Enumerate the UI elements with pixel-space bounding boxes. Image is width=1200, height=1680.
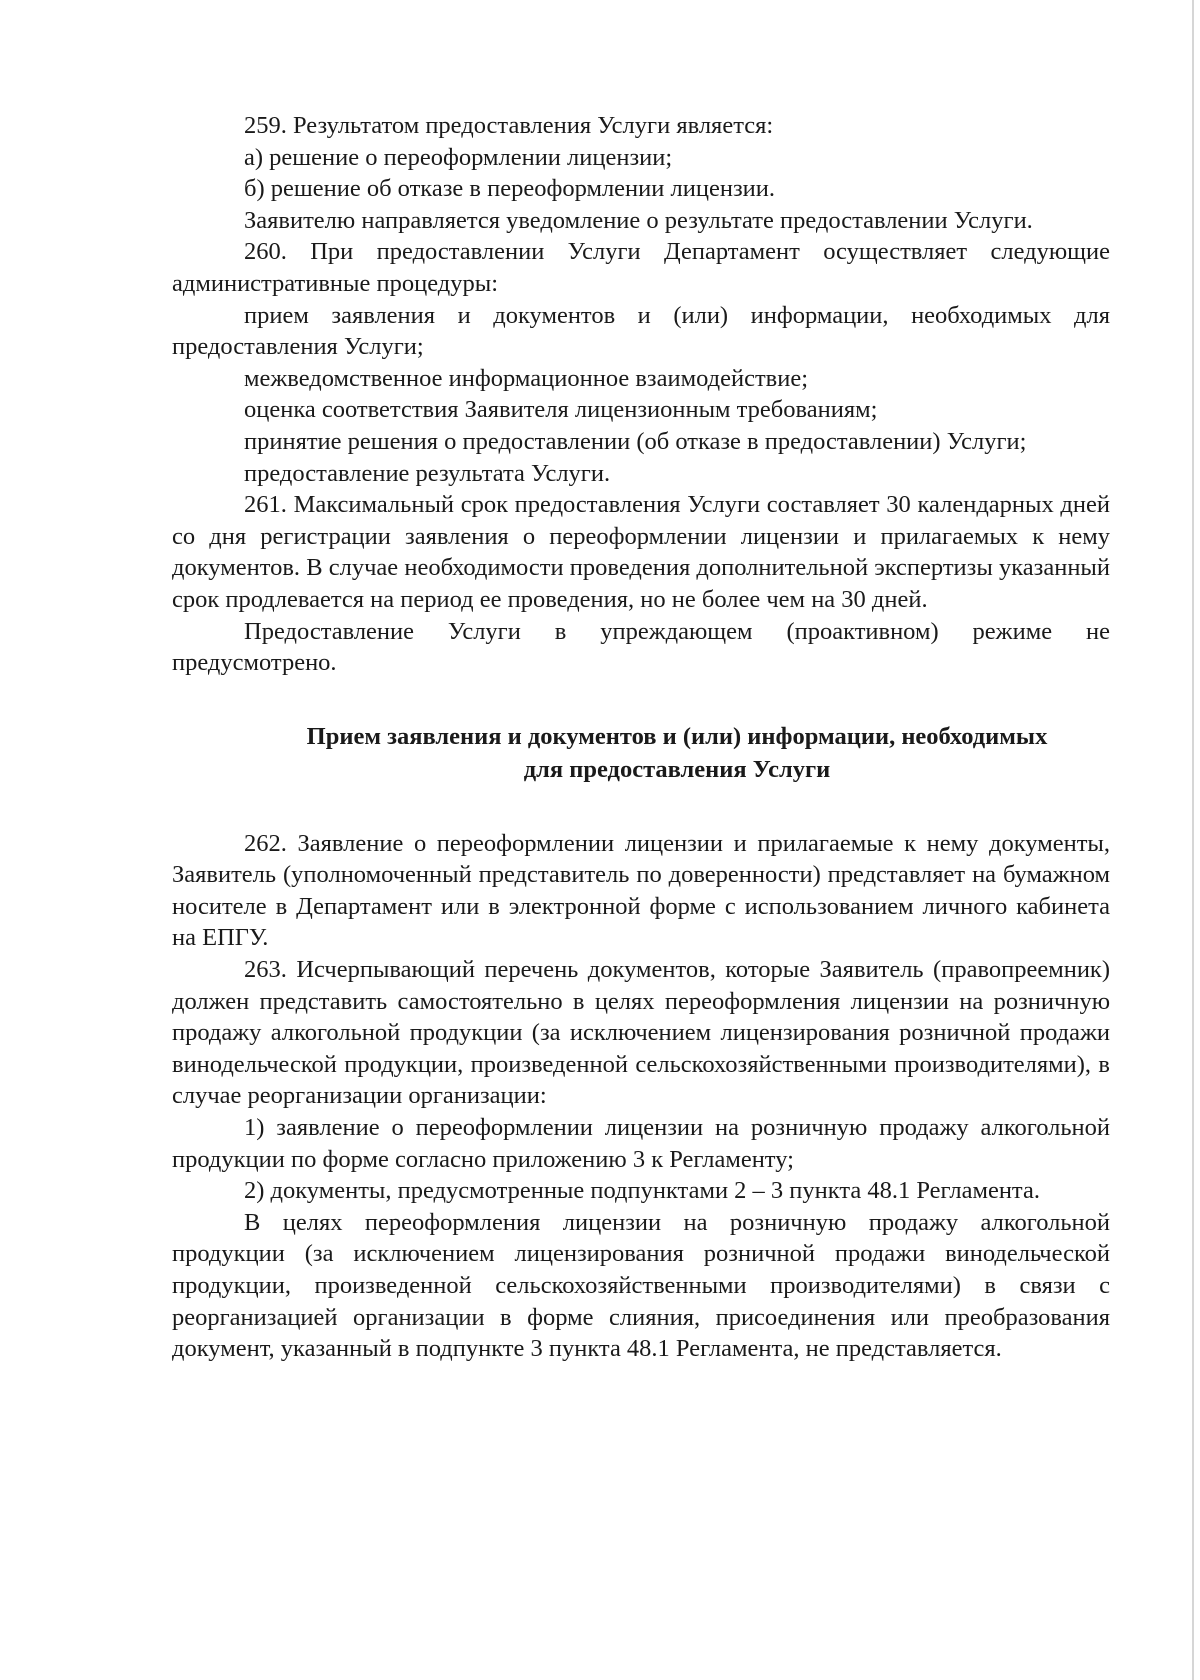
paragraph-notification: Заявителю направляется уведомление о результате предоставлении Услуги.: [244, 206, 1033, 234]
paragraph-263: 263. Исчерпывающий перечень документов, которые Заявитель (правопреемник) должен представить самостоятельно в целях переоформления лицензии на розничную продажу алкогольной продукции (за исключением лицензирования розничной продажи винодельческой продукции, произведенной сельскохозяйственными производителями), в случае реорганизации организации:: [172, 956, 1110, 1110]
procedure-item-interaction: межведомственное информационное взаимодействие;: [244, 364, 809, 392]
section-heading-line-2: для предоставления Услуги: [523, 755, 831, 783]
paragraph-259: 259. Результатом предоставления Услуги является:: [244, 112, 774, 139]
scan-edge-line: [1192, 0, 1194, 1680]
section-heading: [172, 720, 1110, 786]
paragraph-263-item-1: 1) заявление о переоформлении лицензии на розничную продажу алкогольной продукции по форме согласно приложению 3 к Регламенту;: [172, 1114, 1110, 1173]
paragraph-259-b: б) решение об отказе в переоформлении лицензии.: [244, 175, 775, 203]
procedure-item-decision: принятие решения о предоставлении (об отказе в предоставлении) Услуги;: [244, 427, 1027, 455]
section-heading-line-1: Прием заявления и документов и (или) информации, необходимых: [306, 722, 1048, 750]
paragraph-259-a: а) решение о переоформлении лицензии;: [244, 143, 673, 171]
paragraph-reorganization: В целях переоформления лицензии на розничную продажу алкогольной продукции (за исключением лицензирования розничной продажи винодельческой продукции, произведенной сельскохозяйственными производителями) в связи с реорганизацией организации в форме слияния, присоединения или преобразования документ, указанный в подпункте 3 пункта 48.1 Регламента, не представляется.: [172, 1208, 1110, 1363]
procedure-item-result: предоставление результата Услуги.: [244, 459, 611, 487]
procedure-item-reception: прием заявления и документов и (или) информации, необходимых для предоставления Услуги;: [172, 301, 1110, 361]
paragraph-263-item-2: 2) документы, предусмотренные подпунктами 2 – 3 пункта 48.1 Регламента.: [244, 1177, 1040, 1205]
document-body: [172, 110, 1110, 1365]
paragraph-proactive: Предоставление Услуги в упреждающем (проактивном) режиме не предусмотрено.: [172, 617, 1110, 677]
paragraph-262: 262. Заявление о переоформлении лицензии и прилагаемые к нему документы, Заявитель (уполномоченный представитель по доверенности) представляет на бумажном носителе в Департамент или в электронной форме с использованием личного кабинета на ЕПГУ.: [172, 829, 1110, 952]
paragraph-261: 261. Максимальный срок предоставления Услуги составляет 30 календарных дней со дня регистрации заявления о переоформлении лицензии и прилагаемых к нему документов. В случае необходимости проведения дополнительной экспертизы указанный срок продлевается на период ее проведения, но не более чем на 30 дней.: [172, 491, 1110, 613]
procedure-item-assessment: оценка соответствия Заявителя лицензионным требованиям;: [244, 396, 878, 424]
paragraph-260: 260. При предоставлении Услуги Департамент осуществляет следующие административные процедуры:: [172, 238, 1110, 297]
